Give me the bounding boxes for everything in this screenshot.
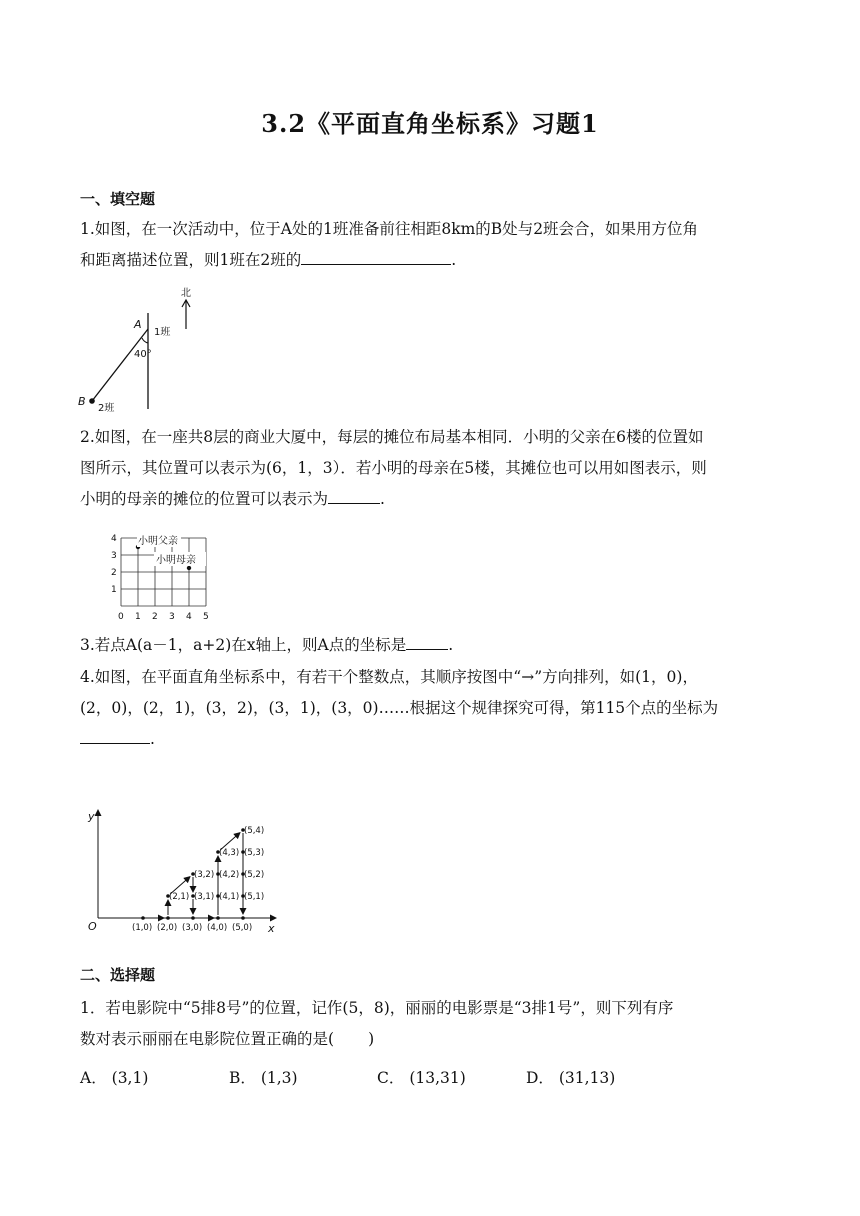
q4-point: [241, 916, 245, 920]
q4-point-label: (4,0): [207, 923, 228, 933]
option-d-value: (31,13): [558, 1069, 616, 1087]
choice-question-1: [80, 993, 785, 1055]
q1-line-ab: [92, 329, 148, 401]
option-d-letter: D．: [526, 1069, 554, 1087]
q1-figure: [72, 283, 212, 413]
q4-y-label: y: [88, 810, 95, 823]
q4-point-label: (3,0): [182, 923, 203, 933]
q2-y-tick: 3: [111, 551, 117, 561]
q2-mother-label: 小明母亲: [156, 555, 196, 566]
q4-coordinate-figure: [78, 780, 288, 942]
option-c-letter: C．: [377, 1069, 405, 1087]
q4-point-label: (2,0): [157, 923, 178, 933]
q2-line-2: 图所示，其位置可以表示为(6，1，3）．若小明的母亲在5楼，其摊位也可以用如图表示，则: [80, 459, 707, 477]
q4-point-label: (4,2): [219, 870, 240, 880]
q1-label-b: B: [78, 395, 86, 408]
option-a-letter: A．: [80, 1069, 107, 1087]
q1-line-2: 和距离描述位置，则1班在2班的: [80, 251, 302, 269]
option-a[interactable]: [80, 1066, 148, 1088]
q2-x-tick: 3: [169, 612, 175, 622]
q4-point: [141, 916, 145, 920]
q4-point-label: (5,2): [244, 870, 265, 880]
q2-grid: [111, 534, 209, 622]
q2-grid-figure: [108, 522, 218, 622]
q1-point-b: [89, 398, 95, 404]
q2-line-1: 2.如图，在一座共8层的商业大厦中，每层的摊位布局基本相同．小明的父亲在6楼的位置如: [80, 428, 704, 446]
question-1: [80, 214, 785, 276]
c1-line-2-end: ): [368, 1030, 375, 1048]
q4-x-label: x: [268, 922, 275, 935]
q1-angle-arc: [142, 338, 148, 343]
question-3: [80, 630, 785, 661]
q4-point-label: (5,1): [244, 892, 265, 902]
option-c[interactable]: [377, 1066, 466, 1088]
section-fill-in: 一、填空题: [80, 190, 156, 208]
q2-x-tick: 2: [152, 612, 158, 622]
option-d[interactable]: [526, 1066, 615, 1088]
q2-y-tick: 4: [111, 534, 117, 544]
q4-end: .: [150, 730, 155, 748]
option-b-value: (1,3): [260, 1069, 298, 1087]
option-b[interactable]: [229, 1066, 298, 1088]
q4-point-label: (5,3): [244, 848, 265, 858]
q2-father-label: 小明父亲: [138, 536, 178, 547]
q1-label-a: A: [134, 318, 142, 331]
q3-end: .: [448, 636, 454, 654]
q4-point: [166, 916, 170, 920]
q4-point-label: (5,4): [244, 826, 265, 836]
q4-origin-label: O: [88, 920, 97, 933]
q4-point-label: (4,1): [219, 892, 240, 902]
q2-y-tick: 2: [111, 568, 117, 578]
q1-line-1: 1.如图，在一次活动中，位于A处的1班准备前往相距8km的B处与2班会合，如果用方位角: [80, 220, 699, 238]
q1-label-class1: 1班: [154, 327, 171, 338]
q4-point-label: (3,1): [194, 892, 215, 902]
page-title: 3.2《平面直角坐标系》习题1: [261, 109, 599, 138]
question-2: [80, 422, 785, 515]
q3-text: 3.若点A(a－1，a+2)在x轴上，则A点的坐标是: [80, 636, 407, 654]
q2-x-tick: 4: [186, 612, 192, 622]
q1-north-label: 北: [181, 288, 191, 299]
option-b-letter: B．: [229, 1069, 256, 1087]
q4-point-label: (1,0): [132, 923, 153, 933]
q4-line-2: (2，0)，(2，1)，(3，2)，(3，1)，(3，0)……根据这个规律探究可得，第115个点的坐标为: [80, 699, 719, 717]
q2-x-tick: 1: [135, 612, 141, 622]
c1-line-1: 1．若电影院中“5排8号”的位置，记作(5，8)，丽丽的电影票是“3排1号”，则下列有序: [80, 999, 674, 1017]
q3-answer-blank[interactable]: [406, 633, 448, 650]
q4-point-label: (3,2): [194, 870, 215, 880]
q4-point: [191, 916, 195, 920]
option-c-value: (13,31): [409, 1069, 466, 1087]
q2-y-tick: 1: [111, 585, 117, 595]
q2-x-tick: 0: [118, 612, 124, 622]
q4-point-label: (4,3): [219, 848, 240, 858]
q1-answer-blank[interactable]: [301, 248, 451, 265]
q2-answer-blank[interactable]: [328, 487, 380, 504]
q4-marks: [132, 826, 264, 933]
q1-end: .: [451, 251, 457, 269]
q1-label-class2: 2班: [98, 403, 115, 413]
q4-line-1: 4.如图，在平面直角坐标系中，有若干个整数点，其顺序按图中“→”方向排列，如(1，0)，: [80, 668, 698, 686]
section-choice: 二、选择题: [80, 966, 156, 984]
q4-point-label: (2,1): [169, 892, 190, 902]
question-4: [80, 662, 785, 755]
q2-x-tick: 5: [203, 612, 209, 622]
q2-line-3: 小明的母亲的摊位的位置可以表示为: [80, 490, 329, 508]
option-a-value: (3,1): [111, 1069, 149, 1087]
q1-label-angle: 40°: [134, 349, 152, 360]
q2-mother-point: [187, 566, 191, 570]
q4-point: [216, 916, 220, 920]
q4-answer-blank[interactable]: [80, 727, 150, 744]
c1-line-2: 数对表示丽丽在电影院位置正确的是(: [80, 1030, 335, 1048]
q4-point-label: (5,0): [232, 923, 253, 933]
q2-end: .: [380, 490, 385, 508]
